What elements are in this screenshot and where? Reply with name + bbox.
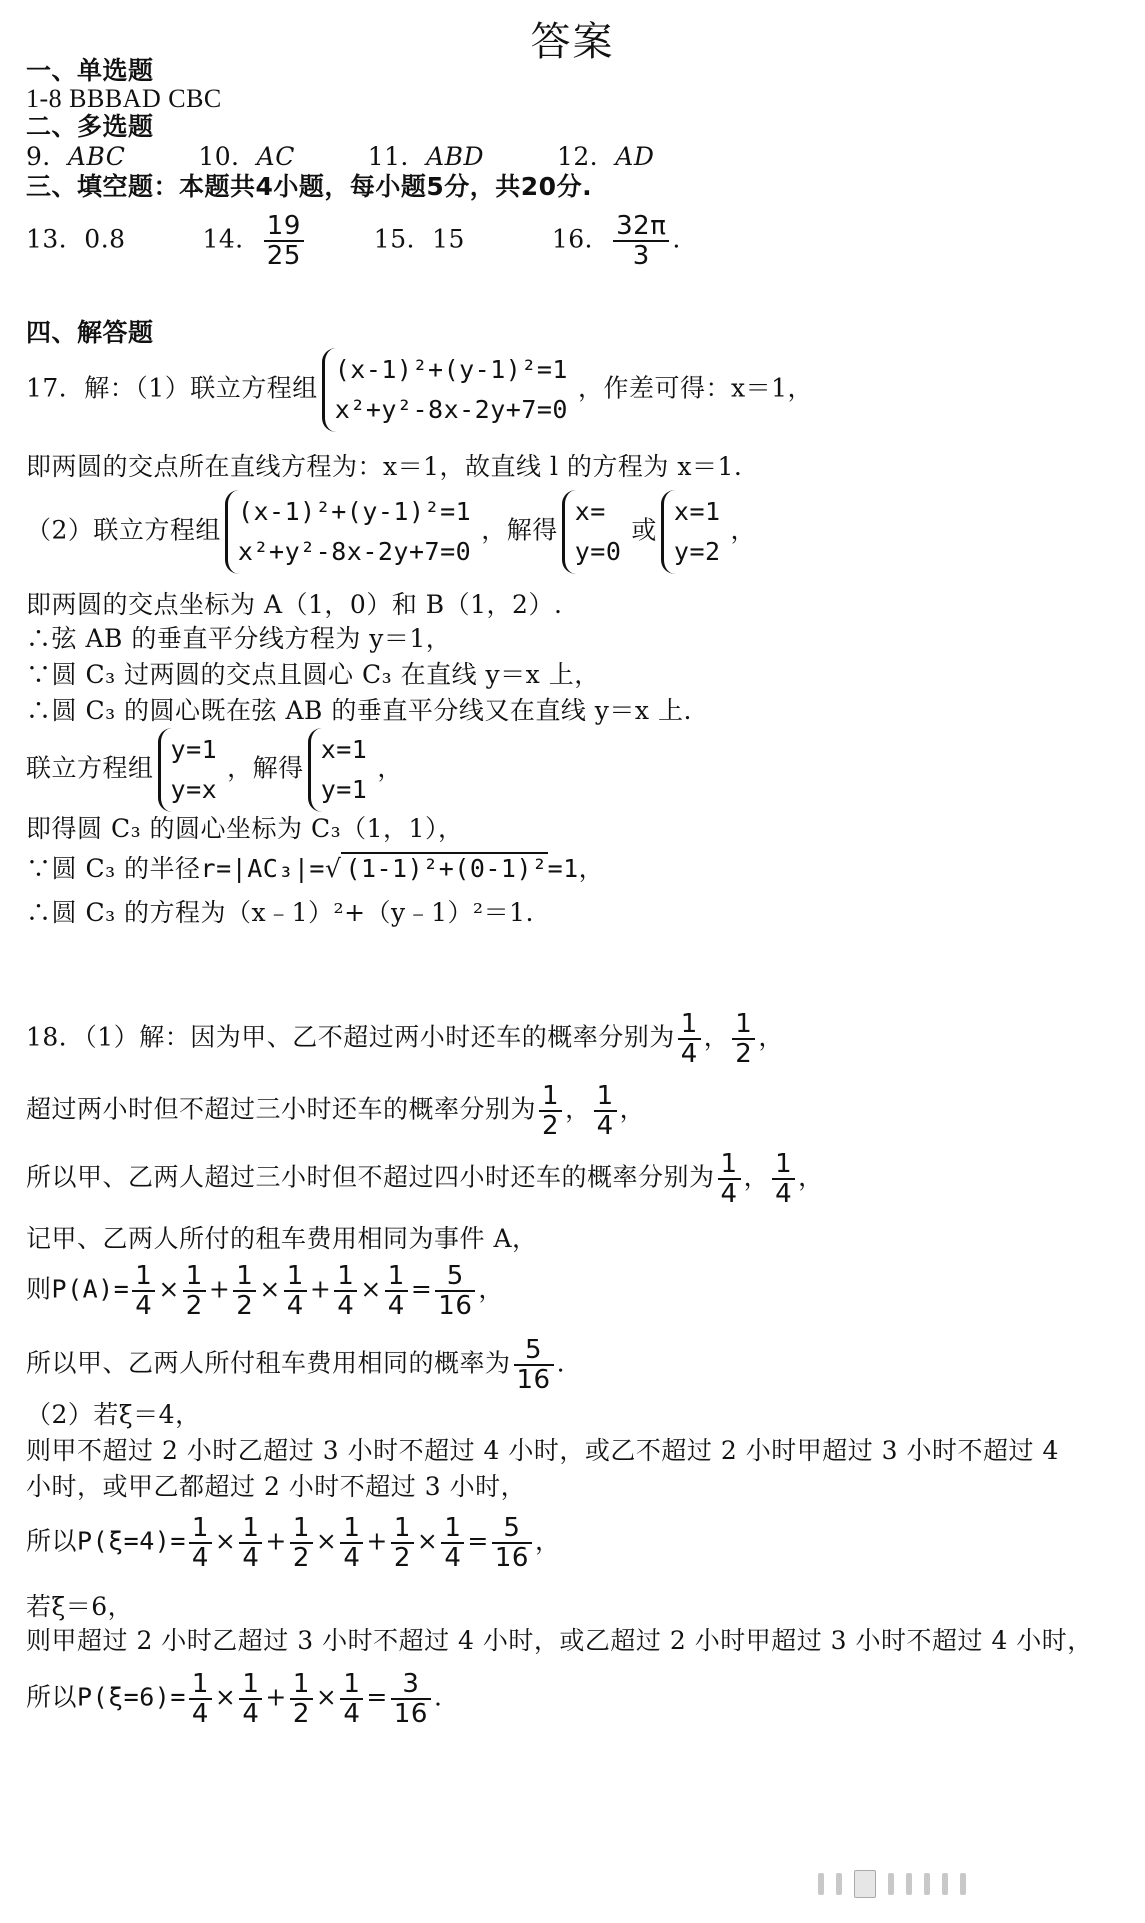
q17-line-3: （2）联立方程组 (x-1)²+(y-1)²=1 x²+y²-8x-2y+7=0 ，解得 x= y=0 或 x=1 y=2 ， (26, 490, 756, 574)
q17-line-1: 17．解：（1）联立方程组 (x-1)²+(y-1)²=1 x²+y²-8x-2y+7=0 ，作差可得：x＝1， (26, 348, 813, 432)
q17-solution-1: x= y=0 (562, 490, 628, 574)
q18-line-2: 超过两小时但不超过三小时还车的概率分别为 $\frac{1}{2}$ ， $\frac{1}{4}$ ， (26, 1081, 646, 1141)
q17-line-11: ∴圆 C₃ 的方程为（x﹣1）²+（y﹣1）²＝1. (26, 898, 534, 927)
q17-line-7: ∴圆 C₃ 的圆心既在弦 AB 的垂直平分线又在直线 y＝x 上. (26, 696, 692, 725)
q18-line-10: 所以P(ξ=4)= $\frac{1}{4}$ × $\frac{1}{4}$ + $\frac{1}{2}$ × $\frac{1}{4}$ + $\frac{1}{2}$ × $\frac{1}{4}$ = $\frac{5}{16}$ ， (26, 1513, 561, 1573)
nav-mark (906, 1873, 912, 1895)
nav-page-icon (854, 1870, 876, 1898)
q18-line-4: 记甲、乙两人所付的租车费用相同为事件 A， (26, 1224, 538, 1253)
section-multi-choice-heading: 二、多选题 (26, 112, 154, 141)
q10-num: 10． (198, 142, 257, 171)
q17-line-2: 即两圆的交点所在直线方程为：x＝1，故直线 l 的方程为 x＝1. (26, 452, 743, 481)
q16-fraction: $\frac{32\pi}{3}$ (613, 212, 669, 270)
q17-line-8: 联立方程组 y=1 y=x ，解得 x=1 y=1 ， (26, 728, 403, 812)
q9-num: 9． (26, 142, 68, 171)
nav-mark (942, 1873, 948, 1895)
q18-line-12: 则甲超过 2 小时乙超过 3 小时不超过 4 小时，或乙超过 2 小时甲超过 3 小时不超过 4 小时， (26, 1626, 1093, 1655)
nav-mark (818, 1873, 824, 1895)
q17-line-9: 即得圆 C₃ 的圆心坐标为 C₃（1，1）， (26, 814, 464, 843)
q11-num: 11． (367, 142, 427, 171)
q18-line-11: 若ξ＝6， (26, 1592, 134, 1621)
q11-answer: ABD (426, 142, 485, 171)
q18-line-5: 则P(A)= $\frac{1}{4}$ × $\frac{1}{2}$ + $\frac{1}{2}$ × $\frac{1}{4}$ + $\frac{1}{4}$ × $\frac{1}{4}$ = $\frac{5}{16}$ ， (26, 1261, 504, 1321)
q18-line-8: 则甲不超过 2 小时乙超过 3 小时不超过 4 小时，或乙不超过 2 小时甲超过 3 小时不超过 4 (26, 1436, 1059, 1465)
q10-answer: AC (256, 142, 295, 171)
q17-solution-3: x=1 y=1 (308, 728, 374, 812)
q18-line-6: 所以甲、乙两人所付租车费用相同的概率为 $\frac{5}{16}$ . (26, 1335, 566, 1395)
multi-choice-answers (26, 140, 654, 174)
q18-line-7: （2）若ξ＝4， (26, 1400, 201, 1429)
section-single-choice-heading: 一、单选题 (26, 56, 154, 85)
q9-answer: ABC (67, 142, 126, 171)
q18-line-9: 小时，或甲乙都超过 2 小时不超过 3 小时， (26, 1472, 527, 1501)
page-nav-indicator (818, 1870, 978, 1898)
q14-fraction: $\frac{19}{25}$ (264, 212, 304, 270)
q17-system-2: (x-1)²+(y-1)²=1 x²+y²-8x-2y+7=0 (225, 490, 477, 574)
q12-answer: AD (615, 142, 655, 171)
q17-system-3: y=1 y=x (158, 728, 224, 812)
nav-mark (960, 1873, 966, 1895)
single-choice-answers: 1-8 BBBAD CBC (26, 84, 222, 113)
q17-solution-2: x=1 y=2 (661, 490, 727, 574)
q17-line-6: ∵圆 C₃ 过两圆的交点且圆心 C₃ 在直线 y＝x 上， (26, 660, 600, 689)
q18-line-3: 所以甲、乙两人超过三小时但不超过四小时还车的概率分别为 $\frac{1}{4}$ ， $\frac{1}{4}$ ， (26, 1149, 824, 1209)
section-solutions-heading: 四、解答题 (26, 318, 154, 347)
q17-line-10: ∵圆 C₃ 的半径r=|AC₃|=√ (1-1)²+(0-1)²=1， (26, 854, 605, 883)
q17-line-5: ∴弦 AB 的垂直平分线方程为 y＝1， (26, 624, 452, 653)
nav-mark (888, 1873, 894, 1895)
q18-line-1: 18．（1）解：因为甲、乙不超过两小时还车的概率分别为 $\frac{1}{4}$ ， $\frac{1}{2}$ ， (26, 1009, 784, 1069)
q18-line-13: 所以P(ξ=6)= $\frac{1}{4}$ × $\frac{1}{4}$ + $\frac{1}{2}$ × $\frac{1}{4}$ = $\frac{3}{16}$ . (26, 1669, 443, 1729)
q17-system-1: (x-1)²+(y-1)²=1 x²+y²-8x-2y+7=0 (322, 348, 574, 432)
q16-label: 16． (551, 224, 611, 254)
q15-answer: 15．15 (373, 224, 465, 254)
fill-blank-answers: 13．0.8 14． $\frac{19}{25}$ 15．15 16． $\frac{32\pi}{3}$ . (26, 211, 681, 271)
q13-answer: 13．0.8 (26, 224, 126, 254)
q14-label: 14． (202, 224, 261, 254)
nav-mark (924, 1873, 930, 1895)
q12-num: 12． (556, 142, 616, 171)
nav-mark (836, 1873, 842, 1895)
page-title: 答案 (530, 19, 615, 65)
q17-line-4: 即两圆的交点坐标为 A（1，0）和 B（1，2）. (26, 590, 563, 619)
section-fill-blank-heading: 三、填空题：本题共4小题，每小题5分，共20分. (26, 172, 593, 201)
